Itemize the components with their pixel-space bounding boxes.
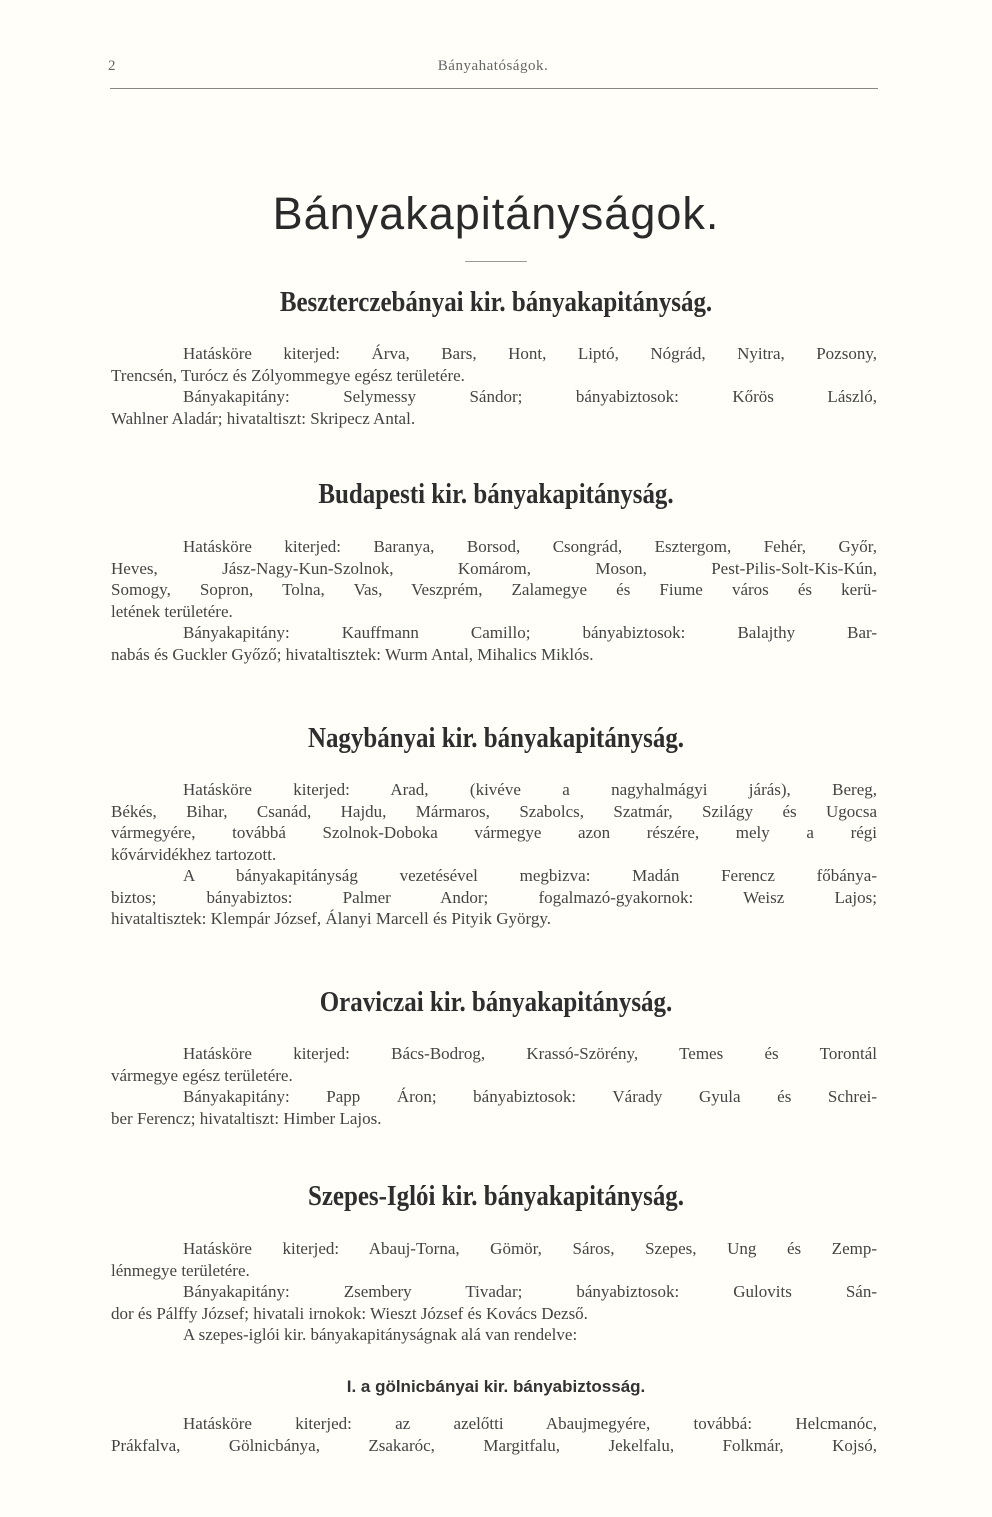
paragraph [111,622,877,665]
text-line: Somogy, Sopron, Tolna, Vas, Veszprém, Zalamegye és Fiume város és kerü- [111,580,877,599]
text-line: Prákfalva, Gölnicbánya, Zsakaróc, Margitfalu, Jekelfalu, Folkmár, Kojsó, [111,1435,877,1455]
paragraph [111,1086,877,1129]
paragraph [111,1281,877,1324]
paragraph [111,1324,877,1346]
main-title: Bányakapitányságok. [272,188,720,239]
text-line: A szepes-iglói kir. bányakapitányságnak alá van rendelve: [183,1325,578,1344]
page-number: 2 [108,58,116,74]
text-line: Heves, Jász-Nagy-Kun-Szolnok, Komárom, Moson, Pest-Pilis-Solt-Kis-Kún, [111,558,877,578]
text-line: vármegye egész területére. [111,1065,293,1085]
text-line: lénmegye területére. [111,1260,250,1280]
text-line: nabás és Guckler Győző; hivataltisztek: Wurm Antal, Mihalics Miklós. [111,644,594,664]
text-line: kővárvidékhez tartozott. [111,844,277,864]
paragraph [111,865,877,930]
text-line: Wahlner Aladár; hivataltiszt: Skripecz Antal. [111,408,416,428]
text-line: hivataltisztek: Klempár József, Álanyi Marcell és Pityik György. [111,909,552,928]
text-line: vármegyére, továbbá Szolnok-Doboka vármegye azon részére, mely a régi [111,823,877,842]
paragraph [111,1413,877,1456]
text-line: Hatásköre kiterjed: Árva, Bars, Hont, Liptó, Nógrád, Nyitra, Pozsony, [183,344,877,363]
title-divider [465,261,527,262]
text-line: ber Ferencz; hivataltiszt: Himber Lajos. [111,1108,382,1128]
text-line: Bányakapitány: Zsembery Tivadar; bányabiztosok: Gulovits Sán- [183,1282,877,1301]
paragraph [111,386,877,429]
text-line: Békés, Bihar, Csanád, Hajdu, Mármaros, Szabolcs, Szatmár, Szilágy és Ugocsa [111,801,877,821]
page-header [108,58,878,84]
text-line: Hatásköre kiterjed: Bács-Bodrog, Krassó-Szörény, Temes és Torontál [183,1044,877,1063]
text-line: Hatásköre kiterjed: Arad, (kivéve a nagyhalmágyi járás), Bereg, [183,780,877,799]
text-line: dor és Pálffy József; hivatali irnokok: Wieszt József és Kovács Dezső. [111,1303,588,1323]
text-line: letének területére. [111,601,233,621]
text-line: Hatásköre kiterjed: az azelőtti Abaujmegyére, továbbá: Helcmanóc, [183,1414,877,1433]
header-rule [110,88,878,89]
text-line: Bányakapitány: Selymessy Sándor; bányabiztosok: Kőrös László, [183,387,877,406]
section-title-beszterczebanya: Beszterczebányai kir. bányakapitányság. [279,286,713,318]
section-title-oravicza: Oraviczai kir. bányakapitányság. [319,986,673,1018]
subsection-title-golnicbanya: I. a gölnicbányai kir. bányabiztosság. [346,1377,646,1396]
text-line: A bányakapitányság vezetésével megbizva: Madán Ferencz főbánya- [183,866,877,885]
text-line: biztos; bányabiztos: Palmer Andor; fogalmazó-gyakornok: Weisz Lajos; [111,887,877,907]
running-title: Bányahatóságok. [437,58,549,74]
text-line: Hatásköre kiterjed: Baranya, Borsod, Csongrád, Esztergom, Fehér, Győr, [183,537,877,556]
section-title-budapest: Budapesti kir. bányakapitányság. [318,478,674,510]
paragraph [111,343,877,386]
text-line: Bányakapitány: Papp Áron; bányabiztosok: Várady Gyula és Schrei- [183,1087,877,1106]
text-line: Trencsén, Turócz és Zólyommegye egész területére. [111,365,465,385]
section-title-nagybanya: Nagybányai kir. bányakapitányság. [307,722,685,754]
section-title-szepes-iglo: Szepes-Iglói kir. bányakapitányság. [307,1180,685,1212]
text-line: Bányakapitány: Kauffmann Camillo; bányabiztosok: Balajthy Bar- [183,623,877,642]
text-line: Hatásköre kiterjed: Abauj-Torna, Gömör, Sáros, Szepes, Ung és Zemp- [183,1239,877,1258]
paragraph [111,1238,877,1281]
paragraph [111,536,877,622]
paragraph [111,1043,877,1086]
paragraph [111,779,877,865]
